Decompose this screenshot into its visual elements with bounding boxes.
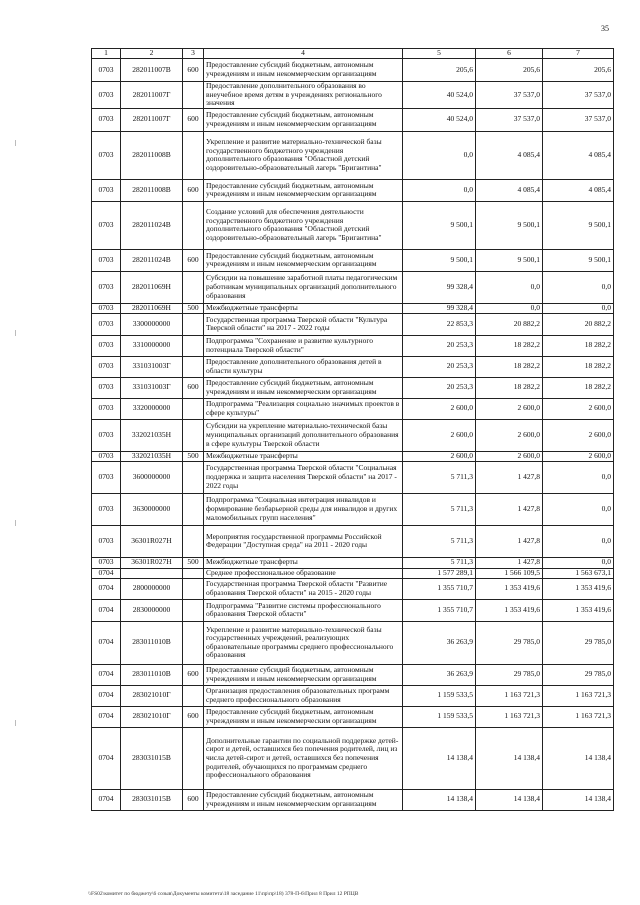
cell-name: Подпрограмма "Реализация социально значимых проектов в сфере культуры" xyxy=(204,398,403,419)
cell-name: Организация предоставления образовательных программ среднего профессионального образования xyxy=(204,685,403,706)
cell-v5: 2 600,0 xyxy=(403,451,476,461)
table-row xyxy=(92,131,614,179)
table-row xyxy=(92,335,614,356)
cell-v5: 20 253,3 xyxy=(403,356,476,377)
cell-name: Создание условий для обеспечения деятельности государственного бюджетного учреждения дополнительного образования "Областной детский оздоровительно-образовательный лагерь "Бригантина" xyxy=(204,201,403,249)
cell-name: Межбюджетные трансферты xyxy=(204,557,403,568)
cell-v5: 40 524,0 xyxy=(403,108,476,131)
cell-v7: 0,0 xyxy=(543,493,614,525)
cell-name: Государственная программа Тверской области "Развитие образования Тверской области" на 2015 - 2020 годы xyxy=(204,578,403,599)
cell-sec: 0703 xyxy=(92,335,121,356)
cell-art: 283031015В xyxy=(121,789,183,810)
table-row xyxy=(92,727,614,789)
cell-v7: 18 282,2 xyxy=(543,335,614,356)
cell-typ xyxy=(183,398,204,419)
cell-typ xyxy=(183,419,204,451)
cell-v7: 2 600,0 xyxy=(543,451,614,461)
cell-art: 282011008В xyxy=(121,131,183,179)
cell-v7: 1 163 721,3 xyxy=(543,685,614,706)
column-header: 2 xyxy=(121,49,183,59)
cell-v7: 0,0 xyxy=(543,525,614,557)
column-header: 7 xyxy=(543,49,614,59)
cell-v7: 1 563 673,1 xyxy=(543,568,614,578)
cell-v6: 37 537,0 xyxy=(476,108,543,131)
cell-v5: 99 328,4 xyxy=(403,271,476,303)
cell-typ xyxy=(183,578,204,599)
cell-name: Межбюджетные трансферты xyxy=(204,303,403,313)
cell-v7: 0,0 xyxy=(543,303,614,313)
cell-typ xyxy=(183,525,204,557)
cell-name: Подпрограмма "Развитие системы профессионального образования Тверской области" xyxy=(204,599,403,621)
cell-v5: 1 159 533,5 xyxy=(403,706,476,727)
cell-name: Предоставление субсидий бюджетным, автономным учреждениям и иным некоммерческим организациям xyxy=(204,789,403,810)
cell-sec: 0703 xyxy=(92,398,121,419)
cell-v5: 1 577 289,1 xyxy=(403,568,476,578)
cell-v7: 1 353 419,6 xyxy=(543,599,614,621)
table-row xyxy=(92,398,614,419)
page-number: 35 xyxy=(601,24,609,33)
cell-sec: 0703 xyxy=(92,313,121,335)
table-row xyxy=(92,82,614,109)
cell-art: 36301R027Н xyxy=(121,525,183,557)
cell-typ xyxy=(183,82,204,109)
cell-v5: 5 711,3 xyxy=(403,493,476,525)
cell-art: 282011007Г xyxy=(121,82,183,109)
cell-sec: 0703 xyxy=(92,303,121,313)
table-row xyxy=(92,377,614,398)
cell-v6: 1 353 419,6 xyxy=(476,578,543,599)
cell-v7: 0,0 xyxy=(543,271,614,303)
cell-typ: 500 xyxy=(183,557,204,568)
cell-art: 2800000000 xyxy=(121,578,183,599)
cell-v5: 1 159 533,5 xyxy=(403,685,476,706)
cell-typ xyxy=(183,727,204,789)
cell-v5: 20 253,3 xyxy=(403,335,476,356)
cell-v6: 2 600,0 xyxy=(476,419,543,451)
table-row xyxy=(92,419,614,451)
table-row xyxy=(92,201,614,249)
cell-name: Субсидии на укрепление материально-технической базы муниципальных организаций дополнительного образования в сфере культуры Тверской области xyxy=(204,419,403,451)
cell-sec: 0703 xyxy=(92,356,121,377)
cell-typ: 600 xyxy=(183,789,204,810)
cell-v7: 4 085,4 xyxy=(543,179,614,201)
cell-art: 283021010Г xyxy=(121,706,183,727)
cell-typ xyxy=(183,335,204,356)
cell-v5: 40 524,0 xyxy=(403,82,476,109)
cell-v6: 1 427,8 xyxy=(476,525,543,557)
cell-art: 3310000000 xyxy=(121,335,183,356)
column-header: 3 xyxy=(183,49,204,59)
cell-name: Предоставление субсидий бюджетным, автономным учреждениям и иным некоммерческим организациям xyxy=(204,377,403,398)
cell-v6: 2 600,0 xyxy=(476,451,543,461)
table-row xyxy=(92,493,614,525)
cell-sec: 0703 xyxy=(92,271,121,303)
cell-name: Межбюджетные трансферты xyxy=(204,451,403,461)
margin-mark xyxy=(15,720,16,726)
cell-typ: 600 xyxy=(183,249,204,271)
cell-v5: 36 263,9 xyxy=(403,664,476,685)
table-row xyxy=(92,599,614,621)
cell-typ xyxy=(183,313,204,335)
cell-v7: 29 785,0 xyxy=(543,664,614,685)
cell-name: Предоставление субсидий бюджетным, автономным учреждениям и иным некоммерческим организациям xyxy=(204,249,403,271)
cell-typ xyxy=(183,271,204,303)
column-number-row xyxy=(92,49,614,59)
footer-file-path: \\FS02\комитет по бюджету\6 созыв\Документы комитета\18 заседание 11\пр\пр\18) 378-П-6\Прил 8 Прил 12 РПЦВ xyxy=(88,891,359,897)
cell-name: Предоставление субсидий бюджетным, автономным учреждениям и иным некоммерческим организациям xyxy=(204,59,403,82)
cell-typ xyxy=(183,493,204,525)
cell-v5: 2 600,0 xyxy=(403,419,476,451)
cell-v7: 18 282,2 xyxy=(543,377,614,398)
cell-typ: 500 xyxy=(183,303,204,313)
cell-sec: 0703 xyxy=(92,557,121,568)
cell-art: 332021035Н xyxy=(121,451,183,461)
cell-v6: 1 163 721,3 xyxy=(476,706,543,727)
table-row xyxy=(92,461,614,493)
cell-sec: 0703 xyxy=(92,82,121,109)
cell-name: Предоставление субсидий бюджетным, автономным учреждениям и иным некоммерческим организациям xyxy=(204,706,403,727)
cell-v6: 1 427,8 xyxy=(476,493,543,525)
cell-sec: 0703 xyxy=(92,451,121,461)
cell-sec: 0704 xyxy=(92,599,121,621)
cell-typ xyxy=(183,201,204,249)
cell-name: Предоставление субсидий бюджетным, автономным учреждениям и иным некоммерческим организациям xyxy=(204,664,403,685)
cell-art: 283011010В xyxy=(121,664,183,685)
column-header: 5 xyxy=(403,49,476,59)
cell-v5: 36 263,9 xyxy=(403,621,476,664)
table-row xyxy=(92,525,614,557)
cell-art: 283031015В xyxy=(121,727,183,789)
cell-v5: 9 500,1 xyxy=(403,249,476,271)
cell-v5: 5 711,3 xyxy=(403,461,476,493)
table-row xyxy=(92,303,614,313)
cell-v7: 0,0 xyxy=(543,461,614,493)
cell-typ: 500 xyxy=(183,451,204,461)
table-row xyxy=(92,664,614,685)
cell-name: Предоставление субсидий бюджетным, автономным учреждениям и иным некоммерческим организациям xyxy=(204,179,403,201)
cell-v6: 29 785,0 xyxy=(476,664,543,685)
cell-art: 282011008В xyxy=(121,179,183,201)
cell-v6: 18 282,2 xyxy=(476,335,543,356)
table-row xyxy=(92,568,614,578)
cell-sec: 0704 xyxy=(92,621,121,664)
cell-v6: 14 138,4 xyxy=(476,789,543,810)
cell-typ: 600 xyxy=(183,377,204,398)
cell-v7: 14 138,4 xyxy=(543,727,614,789)
cell-typ xyxy=(183,131,204,179)
cell-v6: 18 282,2 xyxy=(476,377,543,398)
cell-art: 283021010Г xyxy=(121,685,183,706)
cell-art xyxy=(121,568,183,578)
cell-v6: 2 600,0 xyxy=(476,398,543,419)
cell-v6: 20 882,2 xyxy=(476,313,543,335)
cell-v5: 1 355 710,7 xyxy=(403,578,476,599)
cell-v5: 5 711,3 xyxy=(403,525,476,557)
cell-v5: 2 600,0 xyxy=(403,398,476,419)
cell-v6: 1 163 721,3 xyxy=(476,685,543,706)
cell-art: 282011007В xyxy=(121,59,183,82)
column-header: 6 xyxy=(476,49,543,59)
cell-name: Государственная программа Тверской области "Социальная поддержка и защита населения Тверской области" на 2017 - 2022 годы xyxy=(204,461,403,493)
cell-v5: 99 328,4 xyxy=(403,303,476,313)
cell-sec: 0703 xyxy=(92,377,121,398)
table-row xyxy=(92,179,614,201)
cell-sec: 0703 xyxy=(92,131,121,179)
cell-sec: 0704 xyxy=(92,789,121,810)
cell-v7: 37 537,0 xyxy=(543,82,614,109)
cell-art: 282011069Н xyxy=(121,271,183,303)
cell-name: Субсидии на повышение заработной платы педагогическим работникам муниципальных организаций дополнительного образования xyxy=(204,271,403,303)
budget-table xyxy=(91,48,614,811)
cell-v5: 9 500,1 xyxy=(403,201,476,249)
cell-typ: 600 xyxy=(183,706,204,727)
cell-name: Подпрограмма "Сохранение и развитие культурного потенциала Тверской области" xyxy=(204,335,403,356)
cell-art: 283011010В xyxy=(121,621,183,664)
cell-v7: 0,0 xyxy=(543,557,614,568)
cell-v6: 0,0 xyxy=(476,271,543,303)
cell-v6: 1 566 109,5 xyxy=(476,568,543,578)
cell-art: 332021035Н xyxy=(121,419,183,451)
cell-art: 282011024В xyxy=(121,249,183,271)
cell-v7: 37 537,0 xyxy=(543,108,614,131)
cell-name: Предоставление дополнительного образования детей в области культуры xyxy=(204,356,403,377)
cell-v7: 2 600,0 xyxy=(543,419,614,451)
cell-v6: 9 500,1 xyxy=(476,249,543,271)
cell-art: 282011069Н xyxy=(121,303,183,313)
table-row xyxy=(92,578,614,599)
cell-sec: 0704 xyxy=(92,578,121,599)
cell-v6: 205,6 xyxy=(476,59,543,82)
cell-v6: 18 282,2 xyxy=(476,356,543,377)
cell-typ: 600 xyxy=(183,59,204,82)
cell-sec: 0703 xyxy=(92,201,121,249)
cell-v5: 20 253,3 xyxy=(403,377,476,398)
cell-v5: 1 355 710,7 xyxy=(403,599,476,621)
cell-sec: 0703 xyxy=(92,249,121,271)
cell-sec: 0703 xyxy=(92,525,121,557)
cell-sec: 0704 xyxy=(92,664,121,685)
cell-art: 282011024В xyxy=(121,201,183,249)
cell-sec: 0703 xyxy=(92,179,121,201)
table-row xyxy=(92,706,614,727)
cell-art: 3300000000 xyxy=(121,313,183,335)
cell-v7: 29 785,0 xyxy=(543,621,614,664)
cell-v6: 37 537,0 xyxy=(476,82,543,109)
cell-v7: 1 353 419,6 xyxy=(543,578,614,599)
cell-v5: 14 138,4 xyxy=(403,727,476,789)
cell-typ xyxy=(183,599,204,621)
cell-sec: 0704 xyxy=(92,685,121,706)
cell-name: Подпрограмма "Социальная интеграция инвалидов и формирование безбарьерной среды для инвалидов и других маломобильных групп населения" xyxy=(204,493,403,525)
cell-v7: 205,6 xyxy=(543,59,614,82)
cell-v7: 14 138,4 xyxy=(543,789,614,810)
table-row xyxy=(92,313,614,335)
cell-art: 3320000000 xyxy=(121,398,183,419)
cell-name: Укрепление и развитие материально-технической базы государственного бюджетного учреждения дополнительного образования "Областной детский оздоровительно-образовательный лагерь "Бригантина" xyxy=(204,131,403,179)
table-row xyxy=(92,249,614,271)
table-row xyxy=(92,685,614,706)
table-row xyxy=(92,621,614,664)
cell-v7: 2 600,0 xyxy=(543,398,614,419)
cell-name: Государственная программа Тверской области "Культура Тверской области" на 2017 - 2022 годы xyxy=(204,313,403,335)
cell-art: 331031003Г xyxy=(121,377,183,398)
cell-sec: 0703 xyxy=(92,59,121,82)
table-row xyxy=(92,271,614,303)
margin-mark xyxy=(15,520,16,526)
cell-v6: 9 500,1 xyxy=(476,201,543,249)
cell-v6: 1 353 419,6 xyxy=(476,599,543,621)
cell-typ xyxy=(183,621,204,664)
cell-art: 2830000000 xyxy=(121,599,183,621)
cell-v6: 0,0 xyxy=(476,303,543,313)
cell-v7: 1 163 721,3 xyxy=(543,706,614,727)
cell-art: 36301R027Н xyxy=(121,557,183,568)
cell-v7: 9 500,1 xyxy=(543,201,614,249)
cell-name: Дополнительные гарантии по социальной поддержке детей-сирот и детей, оставшихся без попечения родителей, лиц из числа детей-сирот и детей, оставшихся без попечения родителей, обучающихся по программам среднего профессионального образования xyxy=(204,727,403,789)
cell-art: 282011007Г xyxy=(121,108,183,131)
cell-v5: 5 711,3 xyxy=(403,557,476,568)
cell-typ xyxy=(183,568,204,578)
table-row xyxy=(92,108,614,131)
table-row xyxy=(92,789,614,810)
margin-mark xyxy=(15,330,16,336)
cell-sec: 0704 xyxy=(92,568,121,578)
cell-typ xyxy=(183,685,204,706)
cell-v7: 9 500,1 xyxy=(543,249,614,271)
cell-typ: 600 xyxy=(183,108,204,131)
cell-v6: 1 427,8 xyxy=(476,557,543,568)
cell-v6: 29 785,0 xyxy=(476,621,543,664)
cell-sec: 0703 xyxy=(92,108,121,131)
cell-name: Предоставление дополнительного образования во внеучебное время детям в учреждениях регионального значения xyxy=(204,82,403,109)
cell-v7: 20 882,2 xyxy=(543,313,614,335)
table-row xyxy=(92,356,614,377)
cell-typ: 600 xyxy=(183,664,204,685)
cell-name: Укрепление и развитие материально-технической базы государственных учреждений, реализующих образовательные программы среднего профессионального образования xyxy=(204,621,403,664)
table-row xyxy=(92,451,614,461)
cell-v6: 4 085,4 xyxy=(476,179,543,201)
cell-sec: 0704 xyxy=(92,706,121,727)
cell-sec: 0703 xyxy=(92,461,121,493)
cell-v6: 1 427,8 xyxy=(476,461,543,493)
cell-v6: 14 138,4 xyxy=(476,727,543,789)
cell-art: 3630000000 xyxy=(121,493,183,525)
cell-typ xyxy=(183,461,204,493)
cell-v6: 4 085,4 xyxy=(476,131,543,179)
cell-sec: 0703 xyxy=(92,493,121,525)
cell-name: Среднее профессиональное образование xyxy=(204,568,403,578)
cell-typ: 600 xyxy=(183,179,204,201)
cell-art: 3600000000 xyxy=(121,461,183,493)
cell-art: 331031003Г xyxy=(121,356,183,377)
cell-name: Мероприятия государственной программы Российской Федерации "Доступная среда" на 2011 - 2020 годы xyxy=(204,525,403,557)
cell-v5: 205,6 xyxy=(403,59,476,82)
cell-v5: 14 138,4 xyxy=(403,789,476,810)
table-row xyxy=(92,557,614,568)
cell-v5: 0,0 xyxy=(403,131,476,179)
cell-sec: 0703 xyxy=(92,419,121,451)
column-header: 1 xyxy=(92,49,121,59)
cell-v7: 18 282,2 xyxy=(543,356,614,377)
table-row xyxy=(92,59,614,82)
cell-v5: 0,0 xyxy=(403,179,476,201)
margin-mark xyxy=(15,140,16,146)
cell-v7: 4 085,4 xyxy=(543,131,614,179)
cell-name: Предоставление субсидий бюджетным, автономным учреждениям и иным некоммерческим организациям xyxy=(204,108,403,131)
column-header: 4 xyxy=(204,49,403,59)
table-body xyxy=(92,59,614,811)
cell-typ xyxy=(183,356,204,377)
cell-v5: 22 853,3 xyxy=(403,313,476,335)
cell-sec: 0704 xyxy=(92,727,121,789)
